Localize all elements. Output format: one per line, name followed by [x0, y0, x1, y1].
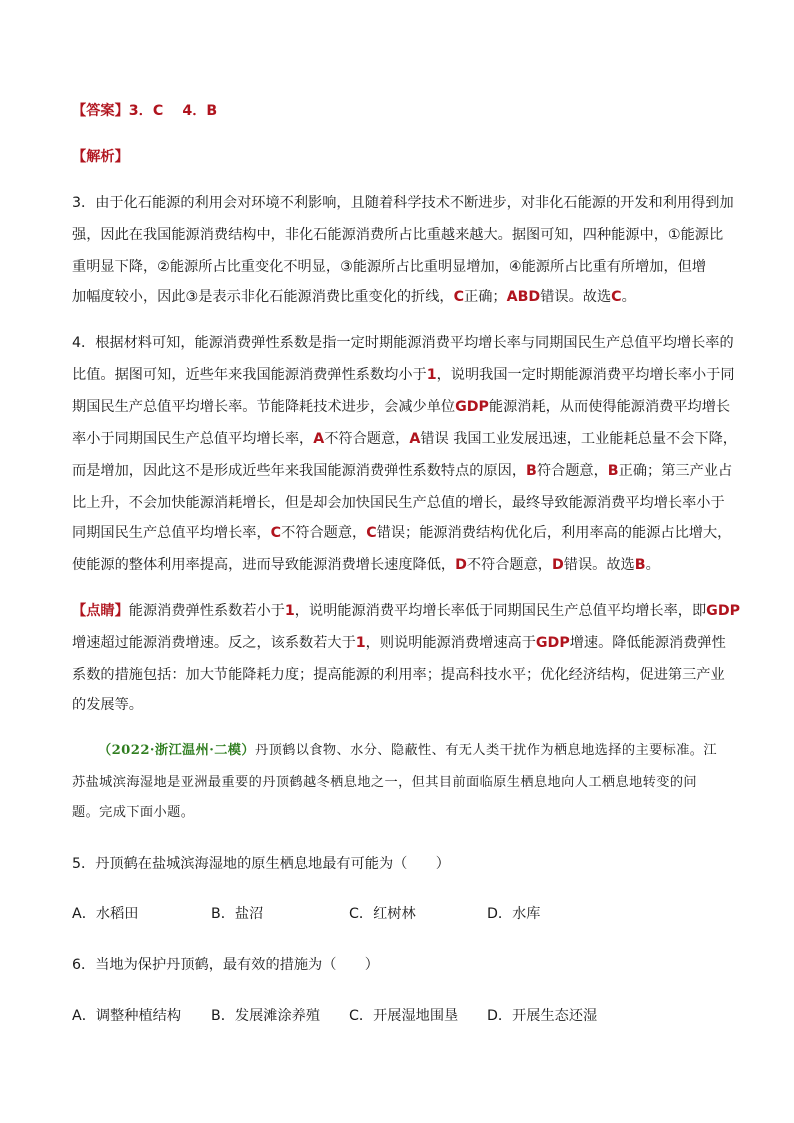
tip-line-1 — [72, 601, 740, 621]
tip-text: 增速。降低能源消费弹性 — [569, 635, 726, 651]
option-letter: C — [270, 525, 282, 541]
q4-text: 使能源的整体利用率提高，进而导致能源消费增长速度降低， — [72, 557, 456, 573]
tip-text: ，则说明能源消费增速高于 — [365, 635, 536, 651]
tip-text: 能源消费弹性系数若小于 — [128, 603, 285, 619]
tip-text: ，说明能源消费平均增长率低于同期国民生产总值平均增长率，即 — [294, 603, 707, 619]
q4-text: 不符合题意， — [324, 431, 410, 447]
answer-line — [72, 101, 217, 121]
source-tag: （2022·浙江温州·二模） — [98, 743, 255, 758]
tip-line-4: 的发展等。 — [72, 697, 143, 713]
option-letter: C — [611, 289, 622, 305]
tip-line-2 — [72, 633, 726, 653]
option-letter: D — [455, 557, 467, 573]
option-letter: D — [552, 557, 564, 573]
option-letter: A — [313, 431, 325, 447]
q3-text: 错误。故选 — [540, 289, 612, 305]
material-line-3: 题。完成下面小题。 — [72, 805, 195, 820]
tip-line-3: 系数的措施包括：加大节能降耗力度；提高能源的利用率；提高科技水平；优化经济结构，促进第三产业 — [72, 667, 725, 683]
number: 1 — [284, 603, 295, 619]
q4-text: 不符合题意， — [466, 557, 552, 573]
q4-text: 率小于同期国民生产总值平均增长率， — [72, 431, 314, 447]
q5-option-a: A．水稻田 — [72, 906, 139, 922]
q4-line-3 — [72, 397, 730, 417]
q4-line-4 — [72, 429, 737, 449]
option-letter: ABD — [506, 289, 541, 305]
tip-label: 【点睛】 — [72, 603, 129, 619]
option-letter: C — [453, 289, 465, 305]
material-text: 丹顶鹤以食物、水分、隐蔽性、有无人类干扰作为栖息地选择的主要标准。江 — [255, 743, 717, 758]
option-letter: B — [607, 463, 619, 479]
option-letter: A — [409, 431, 421, 447]
q5-option-c: C．红树林 — [349, 906, 416, 922]
q6-option-b: B．发展滩涂养殖 — [211, 1008, 321, 1024]
material-line-2: 苏盐城滨海湿地是亚洲最重要的丹顶鹤越冬栖息地之一，但其目前面临原生栖息地向人工栖息地转变的问 — [72, 775, 698, 790]
answer-value: 3．C 4．B — [128, 103, 218, 119]
q4-text: 错误。故选 — [563, 557, 635, 573]
q4-text: 错误；能源消费结构优化后，利用率高的能源占比增大， — [376, 525, 732, 541]
q4-text: ，说明我国一定时期能源消费平均增长率小于同 — [436, 367, 735, 383]
q5-stem: 5．丹顶鹤在盐城滨海湿地的原生栖息地最有可能为（ ） — [72, 856, 450, 872]
q3-text: 加幅度较小，因此③是表示非化石能源消费比重变化的折线， — [72, 289, 454, 305]
q4-line-2 — [72, 365, 735, 385]
q4-text: 错误 我国工业发展迅速，工业能耗总量不会下降， — [420, 431, 737, 447]
q3-text: 正确； — [464, 289, 507, 305]
q4-text: 能源消耗，从而使得能源消费平均增长 — [488, 399, 731, 415]
q4-text: 而是增加，因此这不是形成近些年来我国能源消费弹性系数特点的原因， — [72, 463, 527, 479]
q6-option-a: A．调整种植结构 — [72, 1008, 182, 1024]
q6-option-d: D．开展生态还湿 — [487, 1008, 598, 1024]
option-letter: C — [366, 525, 377, 541]
q3-text: 。 — [621, 289, 636, 305]
number: 1 — [355, 635, 366, 651]
number: 1 — [426, 367, 437, 383]
answer-label: 【答案】 — [72, 103, 129, 119]
q3-line-1: 3．由于化石能源的利用会对环境不利影响，且随着科学技术不断进步，对非化石能源的开发和利用得到加 — [72, 195, 734, 211]
q4-text: 正确；第三产业占 — [618, 463, 733, 479]
tip-text: 增速超过能源消费增速。反之，该系数若大于 — [72, 635, 356, 651]
q6-option-c: C．开展湿地围垦 — [349, 1008, 459, 1024]
q4-text: 。 — [645, 557, 660, 573]
q3-line-2: 强，因此在我国能源消费结构中，非化石能源消费所占比重越来越大。据图可知，四种能源中，①能源比 — [72, 227, 724, 243]
option-letter: B — [634, 557, 646, 573]
q4-line-8 — [72, 555, 660, 575]
q4-text: 期国民生产总值平均增长率。节能降耗技术进步，会减少单位 — [72, 399, 456, 415]
q3-line-4 — [72, 287, 636, 307]
q4-text: 不符合题意， — [281, 525, 367, 541]
q4-text: 同期国民生产总值平均增长率， — [72, 525, 271, 541]
analysis-label: 【解析】 — [72, 149, 129, 165]
number: GDP — [706, 603, 740, 619]
number: GDP — [455, 399, 489, 415]
q4-text: 比值。据图可知，近些年来我国能源消费弹性系数均小于 — [72, 367, 427, 383]
q5-option-d: D．水库 — [487, 906, 541, 922]
option-letter: B — [526, 463, 537, 479]
q3-line-3: 重明显下降，②能源所占比重变化不明显，③能源所占比重明显增加，④能源所占比重有所增加，但增 — [72, 259, 707, 275]
q4-line-7 — [72, 523, 731, 543]
q4-text: 符合题意， — [536, 463, 608, 479]
material-line-1 — [98, 741, 717, 761]
number: GDP — [535, 635, 570, 651]
q4-line-5 — [72, 461, 732, 481]
q5-option-b: B．盐沼 — [211, 906, 264, 922]
q4-line-6: 比上升，不会加快能源消耗增长，但是却会加快国民生产总值的增长，最终导致能源消费平均增长率小于 — [72, 495, 725, 511]
q6-stem: 6．当地为保护丹顶鹤，最有效的措施为（ ） — [72, 957, 379, 973]
q4-line-1: 4．根据材料可知，能源消费弹性系数是指一定时期能源消费平均增长率与同期国民生产总值平均增长率的 — [72, 335, 734, 351]
